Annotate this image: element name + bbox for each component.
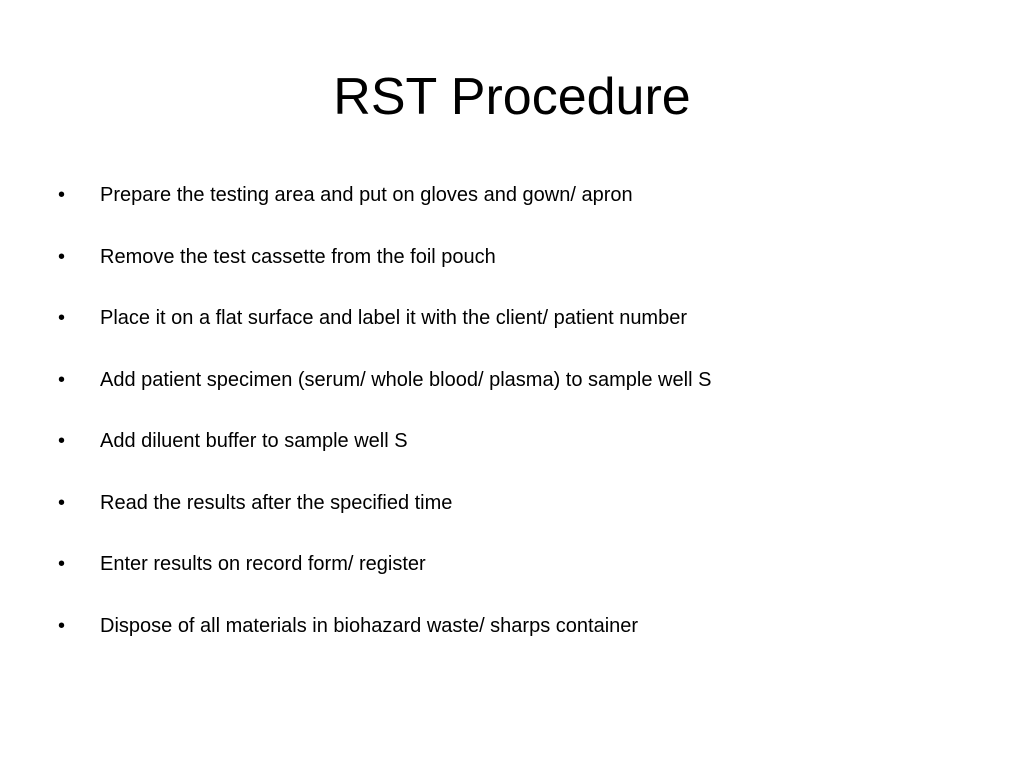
list-item (58, 301, 978, 363)
list-item (58, 363, 978, 425)
bullet-text: Dispose of all materials in biohazard waste/ sharps container (100, 614, 639, 637)
bullet-text: Place it on a flat surface and label it with the client/ patient number (100, 307, 688, 329)
list-item (58, 486, 978, 548)
bullet-text: Read the results after the specified time (100, 491, 453, 514)
bullet-text: Remove the test cassette from the foil pouch (100, 245, 496, 268)
list-item (58, 424, 978, 486)
bullet-icon: • (58, 614, 66, 637)
bullet-icon: • (58, 245, 66, 268)
bullet-icon: • (58, 430, 66, 452)
slide-title: RST Procedure (333, 68, 691, 126)
list-item (58, 240, 978, 302)
list-item (58, 547, 978, 609)
bullet-icon: • (58, 491, 66, 514)
bullet-text: Add diluent buffer to sample well S (100, 430, 408, 452)
bullet-text: Add patient specimen (serum/ whole blood/ plasma) to sample well S (100, 368, 712, 391)
bullet-icon: • (58, 307, 66, 329)
list-item (58, 178, 978, 240)
bullet-text: Prepare the testing area and put on gloves and gown/ apron (100, 184, 633, 206)
bullet-text: Enter results on record form/ register (100, 553, 426, 575)
list-item (58, 609, 978, 671)
bullet-icon: • (58, 184, 66, 206)
bullet-icon: • (58, 368, 66, 391)
bullet-icon: • (58, 553, 66, 575)
bullet-list (58, 178, 978, 670)
